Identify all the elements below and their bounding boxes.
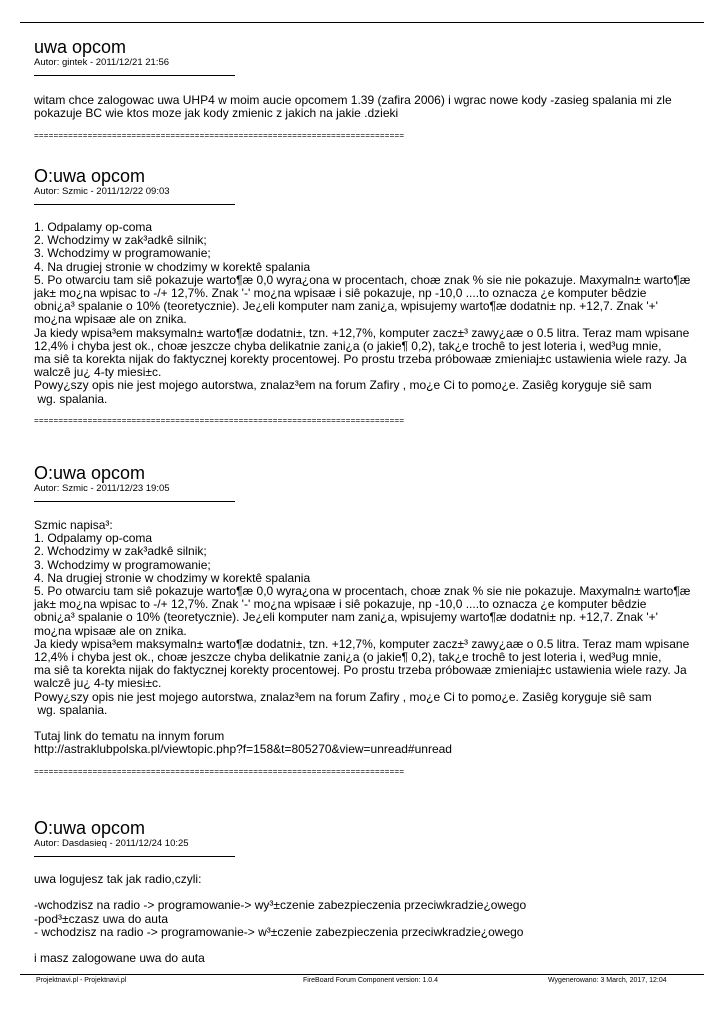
post-author: Autor: Dasdasieq - 2011/12/24 10:25	[34, 838, 189, 849]
post-header-rule	[34, 501, 235, 502]
post-header-rule	[34, 856, 235, 857]
footer-generated: Wygenerowano: 3 March, 2017, 12:04	[548, 977, 667, 984]
post-header-rule	[34, 75, 235, 76]
post-author: Autor: gintek - 2011/12/21 21:56	[34, 57, 170, 68]
footer-component: FireBoard Forum Component version: 1.0.4	[303, 977, 439, 984]
post-separator: ============================================================================	[34, 766, 405, 776]
post-header-rule	[34, 204, 235, 205]
forum-post	[34, 37, 706, 140]
post-body: Szmic napisa³: 1. Odpalamy op-coma 2. Wchodzimy w zak³adkê silnik; 3. Wchodzimy w programowanie; 4. Na drugiej stronie w chodzimy w korektê spalania 5. Po otwarciu tam siê pokazuje warto¶æ 0,0 wyra¿ona w procentach, choæ znak % sie nie pokazuje. Maxymaln± warto¶æ jak± mo¿na wpisac to -/+ 12,7%. Znak '-' mo¿na wpisaæ i siê pokazuje, np -10,0 ....to oznacza ¿e komputer bêdzie obni¿a³ spalanie o 10% (teoretycznie). Je¿eli komputer nam zani¿a, wpisujemy warto¶æ dodatni± np. +12,7. Znak '+' mo¿na wpisaæ ale on znika. Ja kiedy wpisa³em maksymaln± warto¶æ dodatni±, tzn. +12,7%, komputer zacz±³ zawy¿aæ o 0.5 litra. Teraz mam wpisane 12,4% i chyba jest ok., choæ jeszcze chyba delikatnie zani¿a (o jakie¶ 0,2), tak¿e trochê to jest loteria i, wed³ug mnie, ma siê ta korekta nijak do faktycznej korekty procentowej. Po prostu trzeba próbowaæ zmieniaj±c ustawienia wiele razy. Ja walczê ju¿ 4-ty miesi±c. Powy¿szy opis nie jest mojego autorstwa, znalaz³em na forum Zafiry , mo¿e Ci to pomo¿e. Zasiêg koryguje siê sam wg. spalania. Tutaj link do tematu na innym forum http://astraklubpolska.pl/viewtopic.php?f=158&t=805270&view=unread#unread	[34, 518, 691, 757]
page-bottom-rule	[20, 974, 704, 975]
post-author: Autor: Szmic - 2011/12/22 09:03	[34, 186, 170, 197]
post-title: O:uwa opcom	[34, 166, 146, 186]
post-title: uwa opcom	[34, 37, 127, 57]
post-title: O:uwa opcom	[34, 463, 146, 483]
page-top-rule	[20, 22, 704, 23]
footer-site: Projektnavi.pl - Projektnavi.pl	[36, 977, 127, 984]
forum-post	[34, 818, 706, 965]
forum-post	[34, 166, 706, 425]
post-body: uwa logujesz tak jak radio,czyli: -wchodzisz na radio -> programowanie-> wy³±czenie zabezpieczenia przeciwkradzie¿owego -pod³±czasz uwa do auta - wchodzisz na radio -> programowanie-> w³±czenie zabezpieczenia przeciwkradzie¿owego i masz zalogowane uwa do auta	[34, 872, 527, 966]
post-body: witam chce zalogowac uwa UHP4 w moim aucie opcomem 1.39 (zafira 2006) i wgrac nowe kody -zasieg spalania mi zle pokazuje BC wie ktos moze jak kody zmienic z jakich na jakie .dzieki	[34, 93, 672, 121]
post-title: O:uwa opcom	[34, 818, 146, 838]
post-body: 1. Odpalamy op-coma 2. Wchodzimy w zak³adkê silnik; 3. Wchodzimy w programowanie; 4. Na drugiej stronie w chodzimy w korektê spalania 5. Po otwarciu tam siê pokazuje warto¶æ 0,0 wyra¿ona w procentach, choæ znak % sie nie pokazuje. Maxymaln± warto¶æ jak± mo¿na wpisac to -/+ 12,7%. Znak '-' mo¿na wpisaæ i siê pokazuje, np -10,0 ....to oznacza ¿e komputer bêdzie obni¿a³ spalanie o 10% (teoretycznie). Je¿eli komputer nam zani¿a, wpisujemy warto¶æ dodatni± np. +12,7. Znak '+' mo¿na wpisaæ ale on znika. Ja kiedy wpisa³em maksymaln± warto¶æ dodatni±, tzn. +12,7%, komputer zacz±³ zawy¿aæ o 0.5 litra. Teraz mam wpisane 12,4% i chyba jest ok., choæ jeszcze chyba delikatnie zani¿a (o jakie¶ 0,2), tak¿e trochê to jest loteria i, wed³ug mnie, ma siê ta korekta nijak do faktycznej korekty procentowej. Po prostu trzeba próbowaæ zmieniaj±c ustawienia wiele razy. Ja walczê ju¿ 4-ty miesi±c. Powy¿szy opis nie jest mojego autorstwa, znalaz³em na forum Zafiry , mo¿e Ci to pomo¿e. Zasiêg koryguje siê sam wg. spalania.	[34, 220, 691, 406]
post-separator: ============================================================================	[34, 131, 405, 141]
post-author: Autor: Szmic - 2011/12/23 19:05	[34, 483, 170, 494]
forum-post	[34, 463, 706, 776]
post-separator: ============================================================================	[34, 415, 405, 425]
